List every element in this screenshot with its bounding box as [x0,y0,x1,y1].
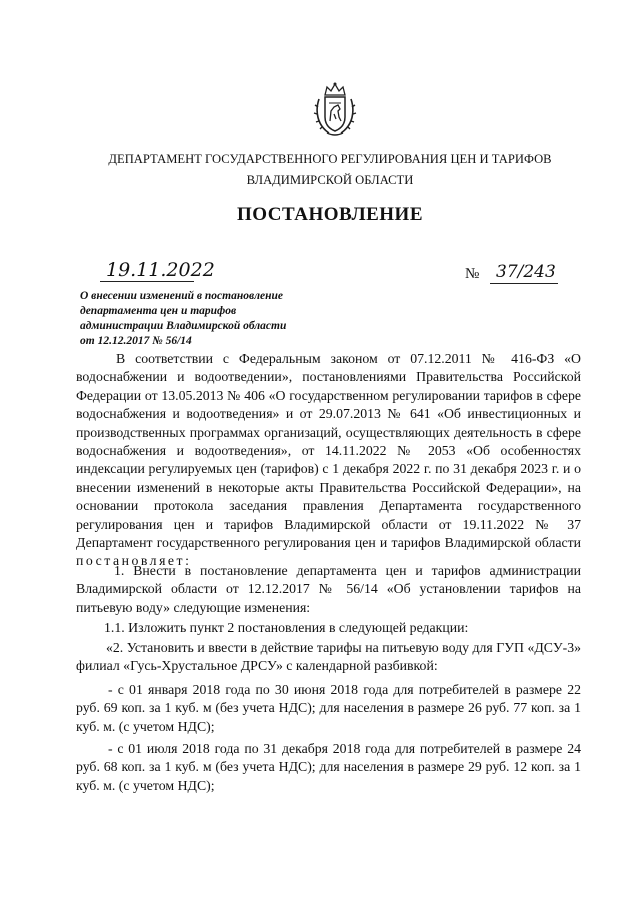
date-underline [100,281,194,282]
document-subject: О внесении изменений в постановление департамента цен и тарифов администрации Владимирской области от 12.12.2017 № 56/14 [80,290,287,347]
department-name-line1: ДЕПАРТАМЕНТ ГОСУДАРСТВЕННОГО РЕГУЛИРОВАНИЯ ЦЕН И ТАРИФОВ [108,152,552,166]
item-1-1-paragraph: 1.1. Изложить пункт 2 постановления в следующей редакции: [104,620,469,635]
document-date: 19.11.2022 [106,259,215,281]
number-underline [490,283,558,284]
tariff-period-1-paragraph: - с 01 января 2018 года по 30 июня 2018 года для потребителей в размере 22 руб. 69 коп. за 1 куб. м (без учета НДС); для населения в размере 26 руб. 77 коп. за 1 куб. м. (с учетом НДС); [76,682,581,734]
department-name-line2: ВЛАДИМИРСКОЙ ОБЛАСТИ [246,173,414,187]
coat-of-arms-icon [313,81,357,137]
tariff-period-2-paragraph: - с 01 июля 2018 года по 31 декабря 2018 года для потребителей в размере 24 руб. 68 коп. за 1 куб. м (без учета НДС); для населения в размере 29 руб. 12 коп. за 1 куб. м. (с учетом НДС); [76,741,581,793]
item-2-paragraph: «2. Установить и ввести в действие тарифы на питьевую воду для ГУП «ДСУ-3» филиал «Гусь-Хрустальное ДРСУ» с календарной разбивкой: [76,640,581,674]
preamble-text: В соответствии с Федеральным законом от 07.12.2011 № 416-ФЗ «О водоснабжении и водоотведении», постановлениями Правительства Российской Федерации от 13.05.2013 № 406 «О государственном регулировании тарифов в сфере водоснабжения и водоотведения» и от 29.07.2013 № 641 «Об инвестиционных и производственных программах организаций, осуществляющих деятельность в сфере водоснабжения и водоотведения», от 14.11.2022 № 2053 «Об особенностях индексации регулируемых цен (тарифов) с 1 декабря 2022 г. по 31 декабря 2023 г. и о внесении изменений в некоторые акты Правительства Российской Федерации», на основании протокола заседания правления Департамента государственного регулирования цен и тарифов Владимирской области от 19.11.2022 № 37 Департамент государственного регулирования цен и тарифов Владимирской области [76,351,581,551]
item-1-paragraph: 1. Внести в постановление департамента цен и тарифов администрации Владимирской области от 12.12.2017 № 56/14 «Об установлении тарифов на питьевую воду» следующие изменения: [76,563,581,615]
number-sign: № [465,266,480,282]
preamble-paragraph [76,350,581,571]
document-type-title: ПОСТАНОВЛЕНИЕ [236,204,424,225]
document-number: 37/243 [496,262,556,282]
resolve-word: постановляет: [76,553,192,569]
